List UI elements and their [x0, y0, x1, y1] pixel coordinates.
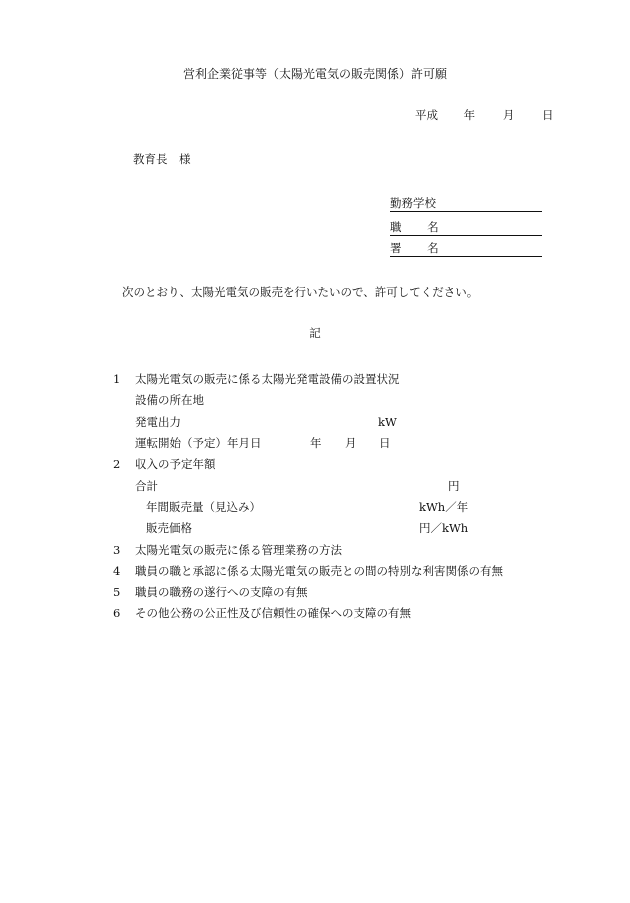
income-total-unit: 円 [448, 479, 460, 493]
item-number-4: 4 [113, 564, 121, 578]
signature-position-label-a: 職 [390, 220, 402, 234]
signature-name-row[interactable] [390, 240, 542, 257]
signature-school-label: 勤務学校 [390, 196, 436, 210]
item-text-1: 太陽光電気の販売に係る太陽光発電設備の設置状況 [135, 372, 400, 386]
signature-name-label-b: 名 [427, 241, 439, 255]
output-label: 発電出力 [135, 415, 181, 429]
sales-price-unit: 円／kWh [419, 521, 469, 535]
sales-volume-unit: kWh／年 [419, 500, 469, 514]
income-total-label: 合計 [135, 479, 158, 493]
signature-school-row[interactable] [390, 195, 542, 212]
ki-heading: 記 [309, 326, 321, 340]
date-era: 平成 [415, 108, 438, 122]
document-title: 営利企業従事等（太陽光電気の販売関係）許可願 [182, 67, 447, 81]
signature-position-row[interactable] [390, 219, 542, 236]
sales-volume-label: 年間販売量（見込み） [146, 500, 261, 514]
date-year: 年 [463, 108, 476, 122]
item-text-2: 収入の予定年額 [135, 457, 216, 471]
addressee: 教育長 様 [133, 152, 191, 166]
start-month: 月 [345, 436, 357, 450]
item-number-3: 3 [113, 543, 121, 557]
item-number-1: 1 [113, 372, 121, 386]
intro-text: 次のとおり、太陽光電気の販売を行いたいので、許可してください。 [122, 285, 479, 299]
output-unit: kW [378, 415, 397, 429]
date-month: 月 [502, 108, 515, 122]
item-text-4: 職員の職と承認に係る太陽光電気の販売との間の特別な利害関係の有無 [135, 564, 503, 578]
signature-name-label-a: 署 [390, 241, 402, 255]
item-number-2: 2 [113, 457, 121, 471]
item-text-3: 太陽光電気の販売に係る管理業務の方法 [135, 543, 342, 557]
date-line [415, 110, 553, 122]
item-text-5: 職員の職務の遂行への支障の有無 [135, 585, 308, 599]
date-day: 日 [541, 108, 554, 122]
item-number-6: 6 [113, 606, 121, 620]
facility-location-label: 設備の所在地 [135, 393, 204, 407]
start-date-label: 運転開始（予定）年月日 [135, 436, 262, 450]
item-number-5: 5 [113, 585, 121, 599]
start-day: 日 [379, 436, 391, 450]
item-text-6: その他公務の公正性及び信頼性の確保への支障の有無 [135, 606, 411, 620]
start-year: 年 [310, 436, 322, 450]
signature-position-label-b: 名 [427, 220, 439, 234]
sales-price-label: 販売価格 [146, 521, 192, 535]
